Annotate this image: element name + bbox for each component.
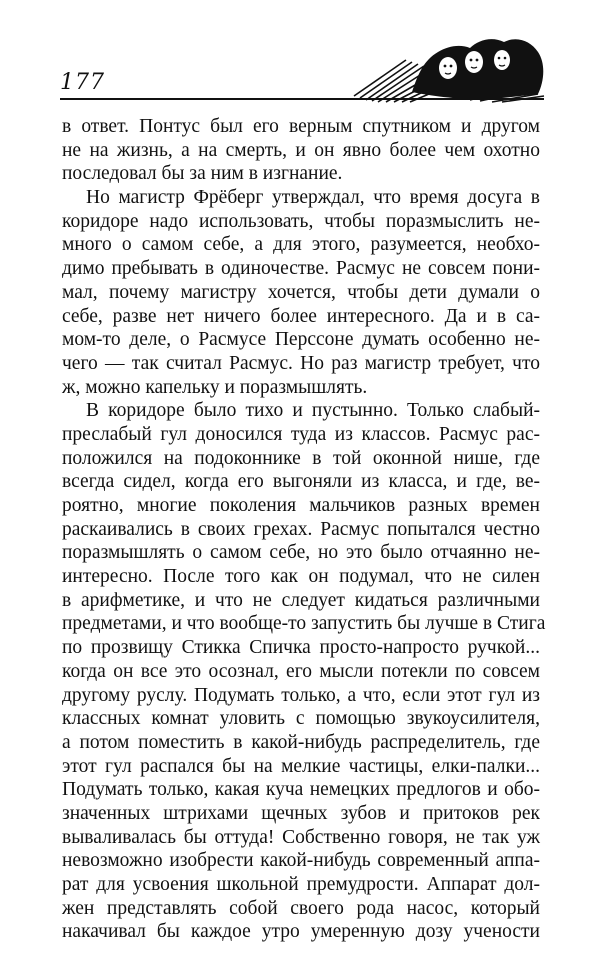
- text-line: всегда сидел, когда его выгоняли из класса, и где, ве-: [62, 471, 540, 493]
- text-line: интересно. После того как он подумал, что не силен: [62, 566, 540, 588]
- text-line: димо пребывать в одиночестве. Расмус не совсем пони-: [62, 258, 540, 280]
- text-line: преслабый гул доносился туда из классов. Расмус рас-: [62, 423, 540, 445]
- text-line: Подумать только, какая куча немецких предлогов и обо-: [62, 779, 540, 801]
- text-line: невозможно изобрести какой-нибудь современный аппа-: [62, 850, 540, 872]
- text-line: В коридоре было тихо и пустынно. Только слабый-: [86, 400, 540, 422]
- text-line: значенных штрихами щечных зубов и притоков рек: [62, 802, 540, 824]
- text-line: по прозвищу Стикка Спичка просто-напросто ручкой...: [62, 637, 540, 659]
- text-line: а потом поместить в какой-нибудь распределитель, где: [62, 731, 540, 753]
- header-rule: [60, 98, 544, 100]
- text-line: рат для усвоения школьной премудрости. Аппарат дол-: [62, 874, 540, 895]
- text-line: в ответ. Понтус был его верным спутником и другом: [62, 116, 540, 137]
- page-number: 177: [60, 70, 105, 95]
- text-line: этот гул распался бы на мелкие частицы, елки-палки...: [62, 755, 540, 777]
- text-line: в арифметике, и что не следует кидаться различными: [62, 589, 540, 611]
- text-line: поразмышлять о самом себе, но это было отчаянно не-: [62, 542, 540, 564]
- text-line: последовал бы за ним в изгнание.: [62, 163, 343, 185]
- text-line: мал, почему магистру хочется, чтобы дети думали о: [62, 281, 540, 303]
- text-line: не на жизнь, а на смерть, и он явно более чем охотно: [62, 139, 540, 161]
- text-line: положился на подоконнике в той оконной нише, где: [62, 447, 540, 469]
- text-line: мом-то деле, о Расмусе Перссоне думать особенно не-: [62, 329, 540, 351]
- text-line: вываливалась бы оттуда! Собственно говоря, не так уж: [62, 826, 540, 848]
- text-line: коридоре надо использовать, чтобы поразмыслить не-: [62, 210, 540, 232]
- text-line: жен представлять собой своего рода насос, который: [62, 897, 540, 919]
- text-line: другому руслу. Подумать только, а что, если этот гул из: [62, 684, 540, 706]
- text-line: роятно, многие поколения мальчиков разных времен: [62, 495, 540, 516]
- text-line: чего — так считал Расмус. Но раз магистр требует, что: [62, 352, 540, 374]
- text-line: предметами, и что вообще-то запустить бы лучше в Стига: [62, 613, 546, 635]
- text-line: себе, разве нет ничего более интересного. Да и в са-: [62, 305, 540, 327]
- text-line: классных комнат уловить с помощью звукоусилителя,: [62, 708, 540, 730]
- body-text: [62, 115, 546, 944]
- text-line: Но магистр Фрёберг утверждал, что время досуга в: [86, 187, 540, 209]
- text-line: накачивал бы каждое утро умеренную дозу учености: [62, 921, 540, 943]
- text-line: много о самом себе, а для этого, разумеется, необхо-: [62, 234, 540, 256]
- children-silhouettes-illustration: [352, 22, 548, 106]
- text-line: когда он все это осознал, его мысли потекли по совсем: [62, 660, 540, 682]
- text-line: ж, можно капельку и поразмышлять.: [62, 376, 368, 398]
- text-line: раскаивались в своих грехах. Расмус попытался честно: [62, 518, 540, 540]
